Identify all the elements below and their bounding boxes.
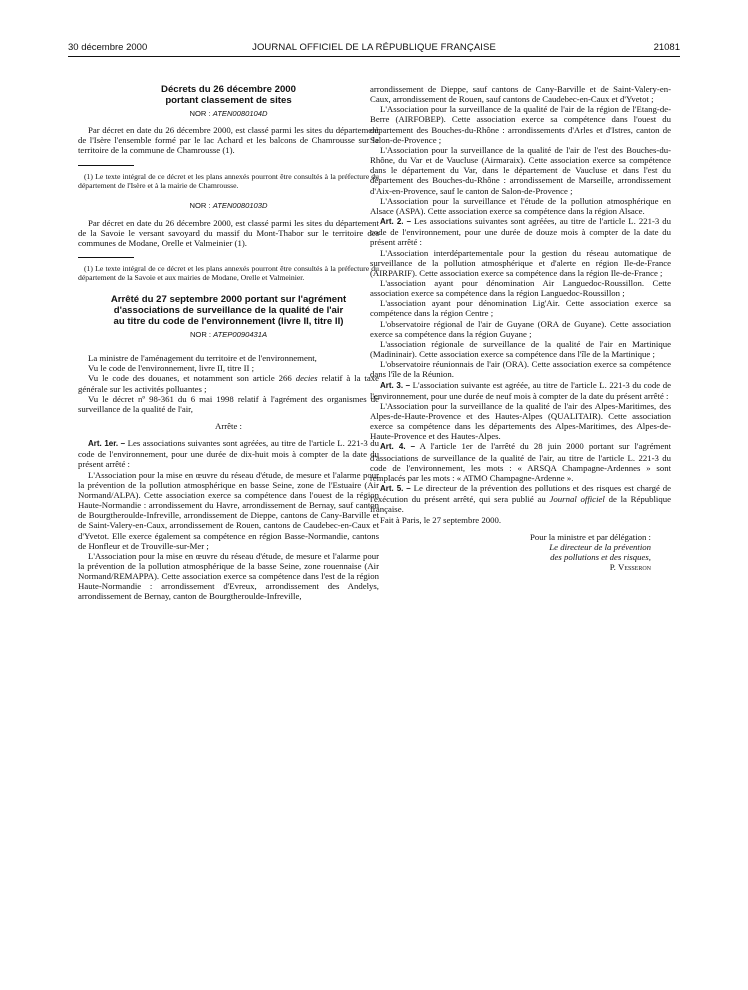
article-text: Les associations suivantes sont agréées, au titre de l'article L. 221-3 du code de l'environnement, pour une durée de dix-huit mois à compter de la date du présent arrêté : — [78, 438, 380, 470]
article-text: L'association suivante est agréée, au titre de l'article L. 221-3 du code de l'environnement, pour une durée de neuf mois à compter de la date du présent arrêté : — [370, 379, 672, 401]
nor-reference-2 — [78, 201, 379, 211]
arrete-heading: Arrête : — [215, 420, 242, 431]
article-1-item: L'Association pour la surveillance de la qualité de l'air de l'est des Bouches-du-Rhône, du Var et de Vaucluse (Airmaraix). Cette association exerce sa compétence dans le département du Var, dans le département de Vaucluse et dans l'est du département des Bouches-du-Rhône : arrondissement de Marseille, arrondissement d'Aix-en-Provence, sauf le canton de Salon-de-Provence ; — [370, 144, 671, 196]
page-header — [68, 42, 680, 56]
article-text: Les associations suivantes sont agréées, au titre de l'article L. 221-3 du code de l'environnement, pour une durée de douze mois à compter de la date du présent arrêté : — [370, 216, 672, 248]
article-1-item: L'Association pour la mise en œuvre du réseau d'étude, de mesure et l'alarme pour la prévention de la pollution atmosphérique de la basse Seine, zone rouennaise (Air Normand/REMAPPA). Cette association exerce sa compétence dans l'est de la région Haute-Normandie : arrondissement d'Evreux, arrondissement des Andelys, arrondissement de Bernay, canton de Bourgtheroulde-Infreville, — [78, 550, 379, 602]
article-2-item: L'Association interdépartementale pour la gestion du réseau automatique de surveillance de la pollution atmosphérique et d'alerte en région Ile-de-France (AIRPARIF). Cette association exerce sa compétence dans la région Ile-de-France ; — [370, 247, 671, 278]
visa-decret: Vu le décret nº 98-361 du 6 mai 1998 relatif à l'agrément des organismes de surveillance de la qualité de l'air, — [78, 393, 379, 414]
article-label: Art. 4. – — [380, 442, 416, 452]
nor-label: NOR : — [189, 109, 213, 118]
article-3 — [370, 380, 671, 401]
signature-surname: Vesseron — [618, 562, 651, 573]
article-1-item: L'Association pour la surveillance et l'étude de la pollution atmosphérique en Alsace (ASPA). Cette association exerce sa compétence dans la région Alsace. — [370, 195, 671, 216]
nor-label: NOR : — [189, 329, 214, 339]
decree-title-line-1: Décrets du 26 décembre 2000 — [161, 84, 296, 95]
nor-reference-1 — [78, 109, 379, 119]
article-text: A l'article 1er de l'arrêté du 28 juin 2000 portant sur l'agrément d'associations de surveillance de la qualité de l'air, au titre de l'article L. 221-3 du code de l'environnement, les mots : « ARSQA Champagne-Ardennes » sont remplacés par les mots : « ATMO Champagne-Ardenne ». — [370, 441, 672, 483]
header-journal-title: JOURNAL OFFICIEL DE LA RÉPUBLIQUE FRANÇAISE — [252, 42, 496, 53]
fait-a-paris: Fait à Paris, le 27 septembre 2000. — [380, 514, 502, 525]
footnote-savoie: (1) Le texte intégral de ce décret et les plans annexés pourront être consultés à la préfecture du département de la Savoie et aux mairies de Modane, Orelle et Valmeinier. — [78, 264, 379, 283]
header-date: 30 décembre 2000 — [68, 42, 148, 53]
nor-label: NOR : — [189, 201, 213, 211]
header-page-number: 21081 — [653, 42, 680, 53]
article-1-continued: arrondissement de Dieppe, sauf cantons de Cany-Barville et de Saint-Valery-en-Caux, arrondissement de Rouen, sauf cantons de Caudebec-en-Caux et d'Yvetot ; — [370, 84, 671, 105]
article-text: de la République française. — [370, 494, 671, 515]
decree-paragraph-savoie: Par décret en date du 26 décembre 2000, est classé parmi les sites du département de la Savoie le versant savoyard du massif du Mont-Thabor sur le territoire des communes de Modane, Orelle et Valmeinier (1). — [78, 217, 379, 248]
visa-text: Vu le code des douanes, et notamment son article 266 — [88, 373, 296, 384]
visa-code-environnement: Vu le code de l'environnement, livre II, titre II ; — [88, 363, 255, 374]
article-1-item: L'Association pour la surveillance de la qualité de l'air de la région de l'Etang-de-Berre (AIRFOBEP). Cette association exerce sa compétence dans l'ouest du département des Bouches-du-Rhône : arrondissements d'Arles et d'Istres, canton de Salon-de-Provence ; — [370, 104, 671, 145]
left-column — [78, 84, 379, 602]
article-label: Art. 1er. – — [88, 439, 126, 449]
article-2-item: L'association régionale de surveillance de la qualité de l'air en Martinique (Madininair). Cette association exerce sa compétence dans l'île de la Martinique ; — [370, 338, 671, 360]
article-label: Art. 2. – — [380, 217, 412, 227]
article-5 — [370, 483, 671, 514]
visa-code-douanes — [78, 373, 379, 393]
decree-title-line-2: portant classement de sites — [165, 95, 292, 106]
nor-code: ATEP0090431A — [213, 329, 268, 339]
signature-line-2: Le directeur de la prévention — [549, 541, 651, 552]
article-3-item: L'Association pour la surveillance de la qualité de l'air des Alpes-Maritimes, des Alpes-de-Haute-Provence et des Hautes-Alpes (QUALITAIR). Cette association exerce sa compétence dans les départements des Alpes-Maritimes, des Alpes-de-Haute-Provence et des Hautes-Alpes. — [370, 400, 671, 442]
arrete-title-line-2: d'associations de surveillance de la qualité de l'air — [113, 304, 344, 316]
article-label: Art. 3. – — [380, 380, 411, 390]
article-label: Art. 5. – — [380, 484, 411, 494]
article-2-item: L'association ayant pour dénomination Air Languedoc-Roussillon. Cette association exerce sa compétence dans la région Languedoc-Roussillon ; — [370, 277, 671, 299]
arrete-title-line-3: au titre du code de l'environnement (livre II, titre II) — [113, 315, 344, 327]
footnote-rule — [78, 257, 134, 258]
nor-code: ATEN0080103D — [212, 201, 268, 211]
right-column — [370, 84, 671, 572]
signature-line-1: Pour la ministre et par délégation : — [529, 531, 651, 542]
signature-line-3: des pollutions et des risques, — [550, 552, 651, 563]
arrete-title-line-1: Arrêté du 27 septembre 2000 portant sur l'agrément — [110, 293, 347, 305]
visa-text: relatif à la taxe générale sur les activités polluantes ; — [78, 373, 379, 394]
nor-reference-3 — [78, 330, 379, 340]
header-rule — [68, 56, 680, 57]
visa-italic: decies — [295, 373, 318, 384]
article-2-item: L'observatoire réunionnais de l'air (ORA). Cette association exerce sa compétence dans l'île de la Réunion. — [370, 359, 671, 380]
article-1-item: L'Association pour la mise en œuvre du réseau d'étude, de mesure et l'alarme pour la prévention de la pollution atmosphérique en basse Seine, zone de l'Estuaire (Air Normand/ALPA). Cette association exerce sa compétence dans l'ouest de la région Haute-Normandie : arrondissement du Havre, arrondissement de Bernay, sauf canton de Bourgtheroulde-Infreville, arrondissement de Dieppe, cantons de Cany-Barville et de Saint-Valery-en-Caux, arrondissement de Rouen, cantons de Caudebec-en-Caux et d'Yvetot. Elle exerce également sa compétence en région Basse-Normandie, cantons de Honfleur et de Trouville-sur-Mer ; — [78, 469, 379, 551]
footnote-rule — [78, 165, 134, 166]
decree-paragraph-isere: Par décret en date du 26 décembre 2000, est classé parmi les sites du département de l'Isère l'ensemble formé par le lac Achard et les balcons de Chamrousse sur le territoire de la commune de Chamrousse (1). — [78, 125, 379, 156]
article-text-italic: Journal officiel — [549, 494, 605, 505]
article-2-item: L'association ayant pour dénomination Lig'Air. Cette association exerce sa compétence dans la région Centre ; — [370, 298, 671, 319]
minister-line: La ministre de l'aménagement du territoire et de l'environnement, — [88, 353, 317, 364]
signature-name — [370, 562, 671, 572]
article-2-item: L'observatoire régional de l'air de Guyane (ORA de Guyane). Cette association exerce sa compétence dans la région Guyane ; — [370, 318, 671, 339]
footnote-isere: (1) Le texte intégral de ce décret et les plans annexés pourront être consultés à la préfecture du département de l'Isère et à la mairie de Chamrousse. — [78, 171, 379, 191]
signature-initial: P. — [609, 562, 618, 573]
article-text: Le directeur de la prévention des pollutions et des risques est chargé de l'exécution du présent arrêté, qui sera publié au — [370, 483, 672, 505]
article-1 — [78, 438, 379, 469]
nor-code: ATEN0080104D — [212, 109, 268, 118]
article-4 — [370, 441, 671, 483]
article-2 — [370, 216, 671, 247]
